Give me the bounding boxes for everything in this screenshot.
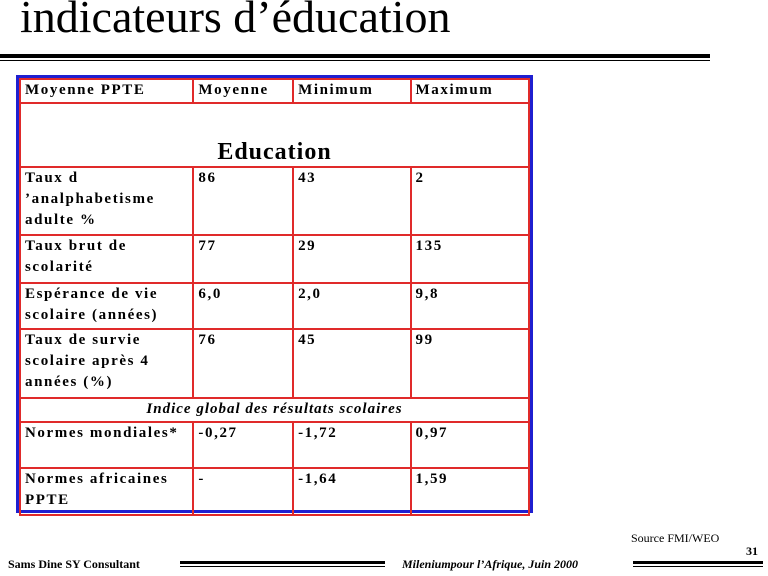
title-rule-thick (0, 54, 710, 58)
header-cell: Moyenne (193, 79, 293, 103)
cell-maximum: 0,97 (411, 422, 530, 468)
row-label: Taux brut de scolarité (20, 235, 193, 283)
row-label: Espérance de vie scolaire (années) (20, 283, 193, 329)
cell-moyenne: 86 (193, 167, 293, 235)
row-label: Taux de survie scolaire après 4 années (%) (20, 329, 193, 398)
cell-moyenne: 76 (193, 329, 293, 398)
row-label: Normes mondiales* (20, 422, 193, 468)
header-cell: Minimum (293, 79, 410, 103)
cell-moyenne: 6,0 (193, 283, 293, 329)
table-row (20, 167, 529, 235)
cell-minimum: 29 (293, 235, 410, 283)
footer-rule (180, 566, 385, 567)
indicator-table (19, 78, 530, 516)
table-row (20, 283, 529, 329)
footer-rule (633, 566, 763, 567)
cell-moyenne: 77 (193, 235, 293, 283)
section-row (20, 103, 529, 167)
cell-moyenne: - (193, 468, 293, 515)
cell-maximum: 9,8 (411, 283, 530, 329)
page-number: 31 (746, 544, 758, 558)
footer-author: Sams Dine SY Consultant (8, 557, 140, 571)
footer-event: Mileniumpour l’Afrique, Juin 2000 (402, 557, 579, 571)
cell-maximum: 99 (411, 329, 530, 398)
cell-maximum: 1,59 (411, 468, 530, 515)
title-rule-thin (0, 60, 710, 61)
cell-minimum: 2,0 (293, 283, 410, 329)
cell-moyenne: -0,27 (193, 422, 293, 468)
cell-maximum: 2 (411, 167, 530, 235)
header-cell: Maximum (411, 79, 530, 103)
table-row (20, 422, 529, 468)
footer-rule (633, 561, 763, 564)
table-header-row (20, 79, 529, 103)
indicator-table-frame (16, 75, 533, 513)
row-label: Normes africaines PPTE (20, 468, 193, 515)
cell-minimum: 45 (293, 329, 410, 398)
subsection-label: Indice global des résultats scolaires (20, 398, 529, 422)
footer-rule (180, 561, 385, 564)
table-row (20, 329, 529, 398)
cell-minimum: -1,72 (293, 422, 410, 468)
cell-maximum: 135 (411, 235, 530, 283)
cell-minimum: -1,64 (293, 468, 410, 515)
table-row (20, 468, 529, 515)
table-row (20, 235, 529, 283)
subsection-row (20, 398, 529, 422)
section-cell (20, 103, 529, 167)
row-label: Taux d ’analphabetisme adulte % (20, 167, 193, 235)
source-note: Source FMI/WEO (631, 531, 720, 545)
header-cell: Moyenne PPTE (20, 79, 193, 103)
section-label: Education (217, 139, 332, 165)
cell-minimum: 43 (293, 167, 410, 235)
slide-title: indicateurs d’éducation (20, 0, 451, 42)
